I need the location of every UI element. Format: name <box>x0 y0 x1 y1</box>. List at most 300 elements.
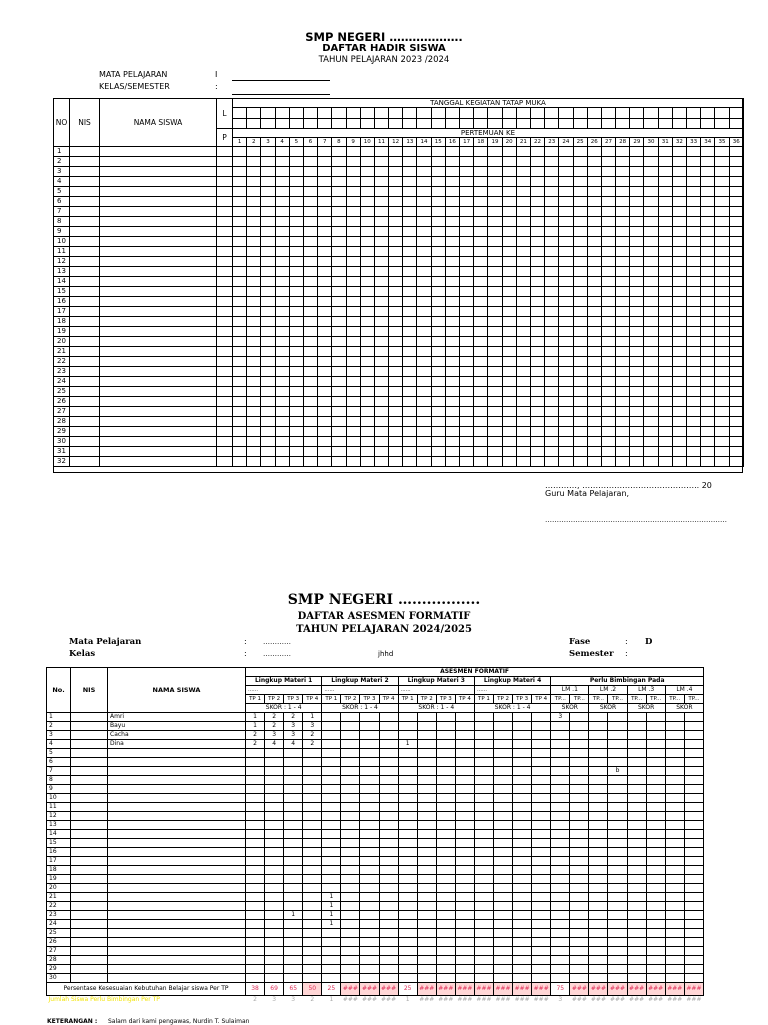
score-cell[interactable] <box>303 848 322 857</box>
score-cell[interactable] <box>398 830 417 839</box>
score-cell[interactable]: 4 <box>265 740 284 749</box>
score-cell[interactable] <box>284 839 303 848</box>
score-cell[interactable] <box>379 884 398 893</box>
score-cell[interactable] <box>379 740 398 749</box>
score-cell[interactable] <box>303 803 322 812</box>
score-cell[interactable] <box>551 848 570 857</box>
score-cell[interactable] <box>646 884 665 893</box>
score-cell[interactable] <box>436 965 455 974</box>
score-cell[interactable] <box>303 974 322 983</box>
score-cell[interactable] <box>303 866 322 875</box>
score-cell[interactable] <box>551 758 570 767</box>
score-cell[interactable] <box>379 785 398 794</box>
nis-cell[interactable] <box>71 857 108 866</box>
score-cell[interactable] <box>455 938 474 947</box>
score-cell[interactable] <box>303 938 322 947</box>
score-cell[interactable] <box>684 929 703 938</box>
score-cell[interactable] <box>551 722 570 731</box>
score-cell[interactable] <box>360 884 379 893</box>
student-name[interactable] <box>108 767 246 776</box>
score-cell[interactable] <box>589 713 608 722</box>
nis-cell[interactable] <box>71 794 108 803</box>
score-cell[interactable]: 2 <box>284 713 303 722</box>
score-cell[interactable] <box>379 749 398 758</box>
score-cell[interactable] <box>646 947 665 956</box>
score-cell[interactable] <box>570 857 589 866</box>
score-cell[interactable] <box>684 776 703 785</box>
score-cell[interactable] <box>532 713 551 722</box>
score-cell[interactable] <box>341 812 360 821</box>
score-cell[interactable] <box>303 956 322 965</box>
score-cell[interactable] <box>379 947 398 956</box>
score-cell[interactable] <box>398 785 417 794</box>
score-cell[interactable] <box>665 749 684 758</box>
score-cell[interactable] <box>494 839 513 848</box>
score-cell[interactable] <box>360 965 379 974</box>
score-cell[interactable] <box>646 785 665 794</box>
score-cell[interactable] <box>398 911 417 920</box>
student-name[interactable] <box>108 902 246 911</box>
score-cell[interactable]: 2 <box>265 713 284 722</box>
score-cell[interactable] <box>627 740 646 749</box>
score-cell[interactable] <box>608 947 627 956</box>
score-cell[interactable] <box>494 956 513 965</box>
score-cell[interactable] <box>627 776 646 785</box>
score-cell[interactable] <box>474 875 493 884</box>
score-cell[interactable] <box>246 947 265 956</box>
score-cell[interactable] <box>551 974 570 983</box>
score-cell[interactable] <box>246 749 265 758</box>
score-cell[interactable] <box>570 821 589 830</box>
score-cell[interactable] <box>513 884 532 893</box>
score-cell[interactable] <box>608 785 627 794</box>
score-cell[interactable] <box>322 722 341 731</box>
score-cell[interactable] <box>379 920 398 929</box>
score-cell[interactable] <box>627 956 646 965</box>
score-cell[interactable] <box>589 785 608 794</box>
score-cell[interactable] <box>379 767 398 776</box>
score-cell[interactable] <box>513 722 532 731</box>
score-cell[interactable] <box>474 758 493 767</box>
score-cell[interactable] <box>494 731 513 740</box>
score-cell[interactable] <box>551 938 570 947</box>
student-name[interactable] <box>108 839 246 848</box>
score-cell[interactable] <box>341 794 360 803</box>
score-cell[interactable]: 1 <box>322 920 341 929</box>
score-cell[interactable] <box>589 884 608 893</box>
score-cell[interactable] <box>436 713 455 722</box>
score-cell[interactable] <box>284 794 303 803</box>
score-cell[interactable] <box>379 848 398 857</box>
nis-cell[interactable] <box>71 911 108 920</box>
score-cell[interactable] <box>684 749 703 758</box>
score-cell[interactable]: 1 <box>398 740 417 749</box>
score-cell[interactable] <box>417 902 436 911</box>
score-cell[interactable] <box>589 938 608 947</box>
score-cell[interactable] <box>398 713 417 722</box>
score-cell[interactable] <box>474 866 493 875</box>
score-cell[interactable] <box>646 848 665 857</box>
score-cell[interactable] <box>513 821 532 830</box>
score-cell[interactable] <box>494 794 513 803</box>
score-cell[interactable] <box>589 749 608 758</box>
score-cell[interactable] <box>398 776 417 785</box>
score-cell[interactable] <box>513 785 532 794</box>
score-cell[interactable] <box>379 839 398 848</box>
score-cell[interactable] <box>551 785 570 794</box>
score-cell[interactable] <box>322 740 341 749</box>
score-cell[interactable] <box>341 767 360 776</box>
score-cell[interactable] <box>379 893 398 902</box>
score-cell[interactable] <box>246 884 265 893</box>
score-cell[interactable] <box>608 794 627 803</box>
score-cell[interactable] <box>494 893 513 902</box>
score-cell[interactable] <box>627 929 646 938</box>
score-cell[interactable] <box>246 956 265 965</box>
score-cell[interactable]: 2 <box>303 740 322 749</box>
score-cell[interactable] <box>455 776 474 785</box>
score-cell[interactable] <box>246 767 265 776</box>
score-cell[interactable] <box>360 776 379 785</box>
score-cell[interactable] <box>627 857 646 866</box>
score-cell[interactable] <box>246 911 265 920</box>
score-cell[interactable] <box>627 812 646 821</box>
score-cell[interactable] <box>665 722 684 731</box>
score-cell[interactable] <box>455 794 474 803</box>
score-cell[interactable] <box>303 875 322 884</box>
score-cell[interactable]: 2 <box>303 731 322 740</box>
score-cell[interactable] <box>246 803 265 812</box>
score-cell[interactable] <box>589 947 608 956</box>
score-cell[interactable] <box>665 713 684 722</box>
score-cell[interactable] <box>665 830 684 839</box>
score-cell[interactable] <box>436 866 455 875</box>
score-cell[interactable] <box>360 821 379 830</box>
score-cell[interactable] <box>532 776 551 785</box>
score-cell[interactable] <box>360 794 379 803</box>
score-cell[interactable] <box>265 758 284 767</box>
score-cell[interactable] <box>341 776 360 785</box>
score-cell[interactable] <box>513 857 532 866</box>
score-cell[interactable] <box>513 740 532 749</box>
score-cell[interactable]: b <box>608 767 627 776</box>
score-cell[interactable] <box>608 938 627 947</box>
score-cell[interactable] <box>322 974 341 983</box>
score-cell[interactable]: 2 <box>246 731 265 740</box>
nis-cell[interactable] <box>71 947 108 956</box>
nis-cell[interactable] <box>71 938 108 947</box>
score-cell[interactable] <box>379 902 398 911</box>
score-cell[interactable] <box>627 848 646 857</box>
score-cell[interactable] <box>284 866 303 875</box>
score-cell[interactable] <box>341 884 360 893</box>
score-cell[interactable] <box>455 839 474 848</box>
score-cell[interactable] <box>494 965 513 974</box>
score-cell[interactable] <box>417 803 436 812</box>
score-cell[interactable] <box>532 803 551 812</box>
score-cell[interactable] <box>265 947 284 956</box>
score-cell[interactable] <box>455 821 474 830</box>
score-cell[interactable]: 1 <box>322 893 341 902</box>
score-cell[interactable] <box>551 821 570 830</box>
score-cell[interactable] <box>398 947 417 956</box>
score-cell[interactable] <box>589 929 608 938</box>
score-cell[interactable] <box>646 812 665 821</box>
score-cell[interactable] <box>684 785 703 794</box>
score-cell[interactable] <box>589 803 608 812</box>
score-cell[interactable] <box>417 758 436 767</box>
score-cell[interactable] <box>246 830 265 839</box>
score-cell[interactable] <box>398 794 417 803</box>
score-cell[interactable] <box>570 920 589 929</box>
score-cell[interactable] <box>436 776 455 785</box>
score-cell[interactable] <box>436 839 455 848</box>
score-cell[interactable] <box>646 731 665 740</box>
score-cell[interactable] <box>551 839 570 848</box>
score-cell[interactable] <box>646 740 665 749</box>
score-cell[interactable] <box>589 758 608 767</box>
score-cell[interactable] <box>341 956 360 965</box>
score-cell[interactable] <box>360 920 379 929</box>
score-cell[interactable] <box>246 866 265 875</box>
score-cell[interactable] <box>474 830 493 839</box>
score-cell[interactable] <box>532 965 551 974</box>
nis-cell[interactable] <box>71 758 108 767</box>
score-cell[interactable] <box>246 758 265 767</box>
score-cell[interactable] <box>341 938 360 947</box>
score-cell[interactable] <box>570 722 589 731</box>
lm-dots[interactable]: …… <box>474 686 550 695</box>
score-cell[interactable] <box>341 821 360 830</box>
score-cell[interactable] <box>398 767 417 776</box>
score-cell[interactable] <box>494 767 513 776</box>
nis-cell[interactable] <box>71 821 108 830</box>
score-cell[interactable] <box>303 929 322 938</box>
student-name[interactable] <box>108 758 246 767</box>
score-cell[interactable] <box>360 713 379 722</box>
score-cell[interactable] <box>494 713 513 722</box>
score-cell[interactable] <box>494 902 513 911</box>
score-cell[interactable] <box>513 956 532 965</box>
score-cell[interactable] <box>608 911 627 920</box>
score-cell[interactable] <box>684 848 703 857</box>
score-cell[interactable] <box>532 956 551 965</box>
score-cell[interactable] <box>341 920 360 929</box>
student-name[interactable] <box>108 947 246 956</box>
score-cell[interactable] <box>684 812 703 821</box>
score-cell[interactable] <box>494 938 513 947</box>
score-cell[interactable] <box>455 740 474 749</box>
score-cell[interactable] <box>265 803 284 812</box>
score-cell[interactable] <box>532 866 551 875</box>
score-cell[interactable] <box>341 803 360 812</box>
score-cell[interactable] <box>532 839 551 848</box>
score-cell[interactable] <box>684 794 703 803</box>
score-cell[interactable] <box>608 893 627 902</box>
nis-cell[interactable] <box>71 902 108 911</box>
score-cell[interactable]: 3 <box>303 722 322 731</box>
score-cell[interactable] <box>417 956 436 965</box>
score-cell[interactable] <box>379 731 398 740</box>
score-cell[interactable] <box>494 803 513 812</box>
score-cell[interactable] <box>608 812 627 821</box>
score-cell[interactable] <box>436 875 455 884</box>
score-cell[interactable] <box>341 965 360 974</box>
score-cell[interactable] <box>532 902 551 911</box>
score-cell[interactable] <box>608 821 627 830</box>
nis-cell[interactable] <box>71 839 108 848</box>
score-cell[interactable] <box>322 839 341 848</box>
score-cell[interactable] <box>341 866 360 875</box>
score-cell[interactable] <box>398 866 417 875</box>
score-cell[interactable] <box>627 821 646 830</box>
score-cell[interactable] <box>341 929 360 938</box>
score-cell[interactable]: 1 <box>246 722 265 731</box>
score-cell[interactable] <box>627 920 646 929</box>
score-cell[interactable] <box>589 776 608 785</box>
score-cell[interactable] <box>513 848 532 857</box>
score-cell[interactable] <box>608 875 627 884</box>
score-cell[interactable] <box>284 812 303 821</box>
score-cell[interactable] <box>684 857 703 866</box>
nis-cell[interactable] <box>71 767 108 776</box>
score-cell[interactable]: 1 <box>284 911 303 920</box>
score-cell[interactable] <box>532 920 551 929</box>
score-cell[interactable] <box>513 911 532 920</box>
score-cell[interactable] <box>627 830 646 839</box>
score-cell[interactable] <box>551 857 570 866</box>
score-cell[interactable] <box>474 803 493 812</box>
score-cell[interactable] <box>570 965 589 974</box>
score-cell[interactable] <box>608 965 627 974</box>
score-cell[interactable] <box>417 839 436 848</box>
student-name[interactable] <box>108 956 246 965</box>
score-cell[interactable] <box>360 839 379 848</box>
score-cell[interactable] <box>398 974 417 983</box>
score-cell[interactable] <box>379 722 398 731</box>
score-cell[interactable] <box>398 875 417 884</box>
score-cell[interactable] <box>455 893 474 902</box>
student-name[interactable] <box>108 776 246 785</box>
score-cell[interactable] <box>474 794 493 803</box>
score-cell[interactable] <box>398 902 417 911</box>
score-cell[interactable] <box>379 965 398 974</box>
score-cell[interactable] <box>455 974 474 983</box>
score-cell[interactable] <box>513 866 532 875</box>
score-cell[interactable] <box>265 938 284 947</box>
score-cell[interactable] <box>532 731 551 740</box>
score-cell[interactable] <box>532 911 551 920</box>
score-cell[interactable] <box>589 731 608 740</box>
score-cell[interactable] <box>303 767 322 776</box>
score-cell[interactable] <box>284 956 303 965</box>
score-cell[interactable] <box>551 929 570 938</box>
score-cell[interactable] <box>398 803 417 812</box>
score-cell[interactable] <box>417 857 436 866</box>
score-cell[interactable] <box>532 812 551 821</box>
score-cell[interactable] <box>513 839 532 848</box>
score-cell[interactable] <box>398 938 417 947</box>
score-cell[interactable] <box>608 740 627 749</box>
score-cell[interactable] <box>436 884 455 893</box>
score-cell[interactable] <box>570 974 589 983</box>
score-cell[interactable] <box>513 713 532 722</box>
nis-cell[interactable] <box>71 956 108 965</box>
nis-cell[interactable] <box>71 929 108 938</box>
score-cell[interactable] <box>684 893 703 902</box>
score-cell[interactable] <box>265 956 284 965</box>
score-cell[interactable] <box>417 830 436 839</box>
score-cell[interactable] <box>436 740 455 749</box>
score-cell[interactable] <box>684 740 703 749</box>
score-cell[interactable] <box>551 749 570 758</box>
score-cell[interactable] <box>379 812 398 821</box>
lm-dots[interactable]: …… <box>398 686 474 695</box>
score-cell[interactable] <box>532 929 551 938</box>
score-cell[interactable] <box>646 965 665 974</box>
score-cell[interactable] <box>303 911 322 920</box>
score-cell[interactable] <box>322 803 341 812</box>
score-cell[interactable] <box>284 767 303 776</box>
score-cell[interactable] <box>265 776 284 785</box>
score-cell[interactable] <box>627 911 646 920</box>
score-cell[interactable] <box>341 947 360 956</box>
score-cell[interactable] <box>284 884 303 893</box>
score-cell[interactable] <box>284 920 303 929</box>
score-cell[interactable] <box>436 749 455 758</box>
score-cell[interactable] <box>570 929 589 938</box>
score-cell[interactable] <box>513 776 532 785</box>
score-cell[interactable] <box>646 938 665 947</box>
score-cell[interactable] <box>436 812 455 821</box>
score-cell[interactable] <box>494 920 513 929</box>
score-cell[interactable] <box>284 938 303 947</box>
score-cell[interactable] <box>284 821 303 830</box>
score-cell[interactable] <box>379 803 398 812</box>
student-name[interactable] <box>108 830 246 839</box>
score-cell[interactable] <box>379 776 398 785</box>
score-cell[interactable] <box>646 839 665 848</box>
score-cell[interactable] <box>436 956 455 965</box>
score-cell[interactable] <box>379 857 398 866</box>
score-cell[interactable] <box>360 902 379 911</box>
score-cell[interactable] <box>646 767 665 776</box>
score-cell[interactable] <box>608 920 627 929</box>
score-cell[interactable] <box>436 731 455 740</box>
score-cell[interactable] <box>551 920 570 929</box>
score-cell[interactable] <box>341 731 360 740</box>
score-cell[interactable] <box>513 947 532 956</box>
student-name[interactable] <box>108 965 246 974</box>
score-cell[interactable] <box>322 938 341 947</box>
score-cell[interactable] <box>494 884 513 893</box>
score-cell[interactable] <box>513 893 532 902</box>
score-cell[interactable] <box>513 803 532 812</box>
score-cell[interactable] <box>532 758 551 767</box>
score-cell[interactable] <box>474 749 493 758</box>
score-cell[interactable] <box>322 884 341 893</box>
score-cell[interactable] <box>570 740 589 749</box>
score-cell[interactable] <box>532 794 551 803</box>
student-name[interactable] <box>108 749 246 758</box>
score-cell[interactable] <box>513 902 532 911</box>
score-cell[interactable] <box>360 956 379 965</box>
score-cell[interactable] <box>608 713 627 722</box>
score-cell[interactable] <box>551 794 570 803</box>
score-cell[interactable] <box>303 947 322 956</box>
score-cell[interactable] <box>494 812 513 821</box>
field-mata-pelajaran-line[interactable] <box>232 80 330 81</box>
